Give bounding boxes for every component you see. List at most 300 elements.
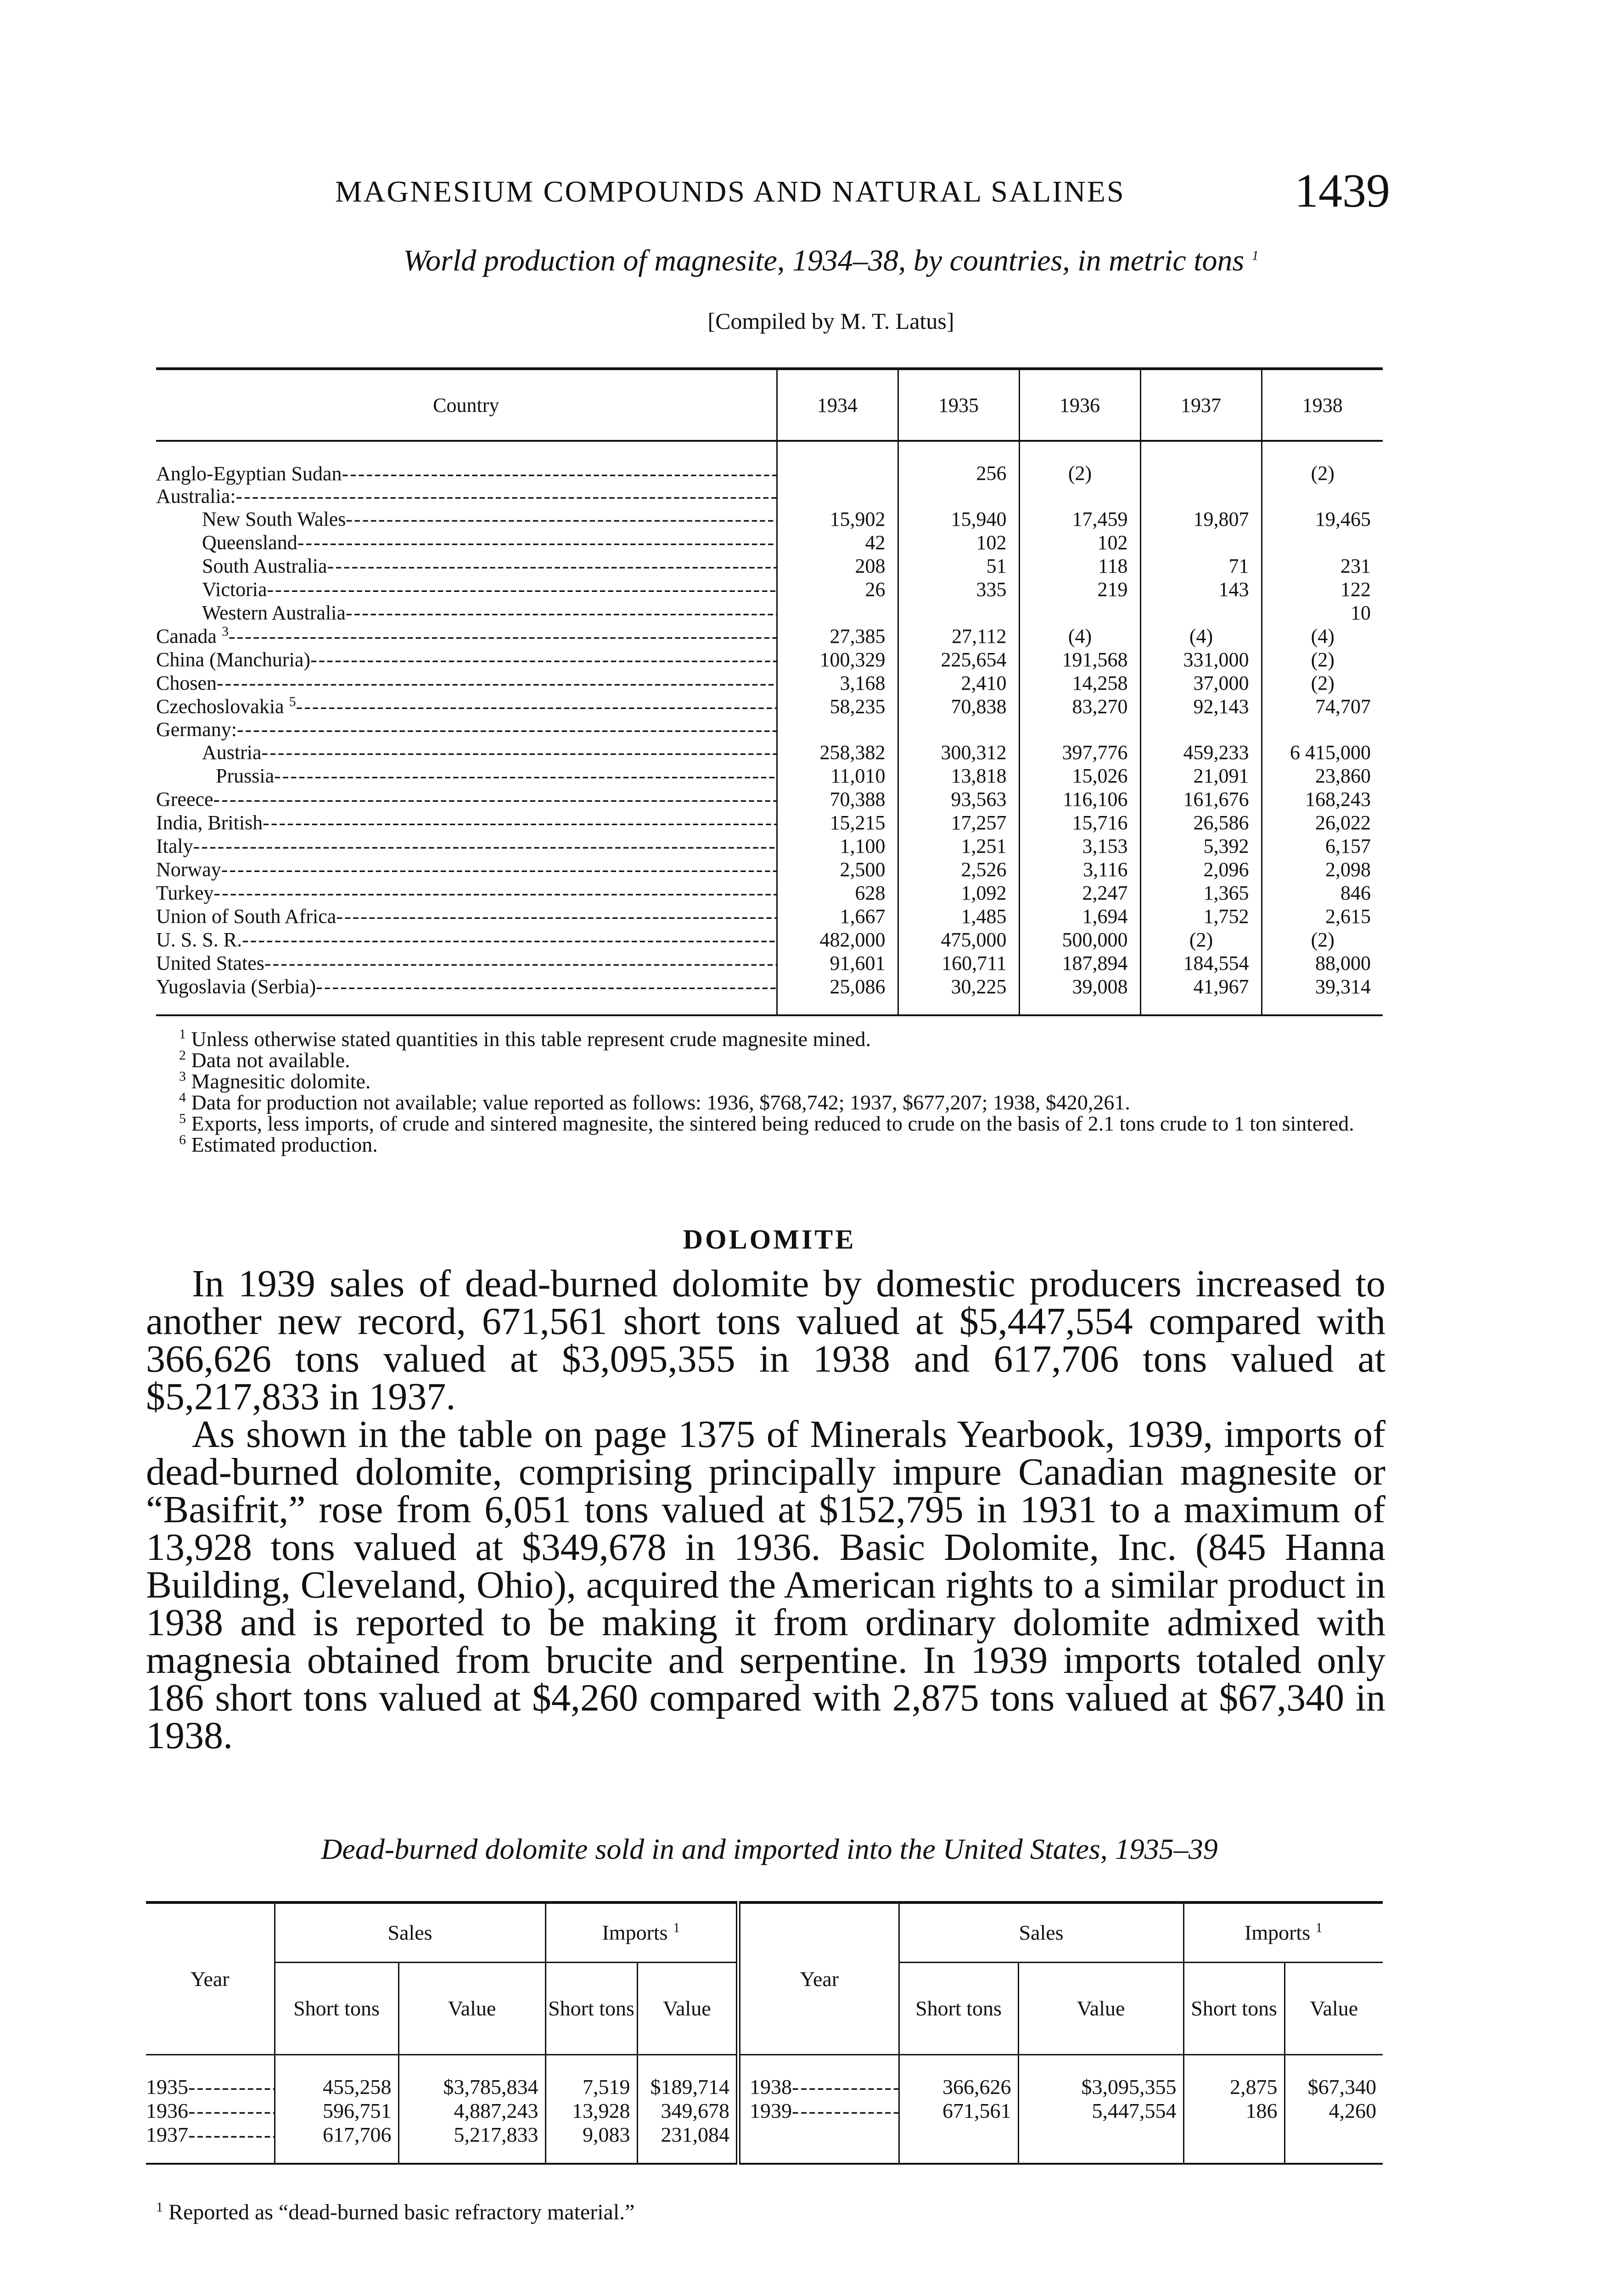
country-cell xyxy=(156,718,777,741)
value-cell: 143 xyxy=(1140,578,1262,601)
country-label: Canada xyxy=(156,625,217,647)
value-cell: 225,654 xyxy=(898,648,1019,671)
country-name xyxy=(156,695,776,718)
value-cell: (4) xyxy=(1019,625,1140,648)
value-cell: 219 xyxy=(1019,578,1140,601)
sales-header: Sales xyxy=(275,1902,545,1963)
country-name xyxy=(156,485,776,507)
body-text xyxy=(146,1262,1385,1757)
country-label: New South Wales xyxy=(202,508,346,530)
table1-header-row xyxy=(156,369,1383,441)
value-cell: 1,100 xyxy=(777,834,898,858)
value-cell: 15,716 xyxy=(1019,811,1140,834)
country-cell xyxy=(156,554,777,578)
country-label: South Australia xyxy=(202,555,327,577)
value-cell: 6 415,000 xyxy=(1262,741,1383,764)
value-cell: 628 xyxy=(777,881,898,905)
short-tons-header: Short tons xyxy=(899,1963,1018,2055)
country-name xyxy=(156,811,776,834)
imports-header-right-note: 1 xyxy=(1315,1920,1323,1936)
value-cell: 459,233 xyxy=(1140,741,1262,764)
table-row xyxy=(156,441,1383,485)
value-cell xyxy=(777,485,898,507)
value-cell: 160,711 xyxy=(898,951,1019,975)
value-cell: (2) xyxy=(1262,648,1383,671)
table-row xyxy=(156,788,1383,811)
value-cell: 21,091 xyxy=(1140,764,1262,788)
year-cell: 1936 ----- xyxy=(146,2099,275,2123)
table-row xyxy=(156,741,1383,764)
value-cell: 161,676 xyxy=(1140,788,1262,811)
table-row xyxy=(156,858,1383,881)
country-cell xyxy=(156,625,777,648)
paragraph-1: In 1939 sales of dead-burned dolomite by domestic producers increased to another new record, 671,561 short tons valued at $5,447,554 compared with 366,626 tons valued at $3,095,355 in 1938 and 617,706 tons valued at $5,217,833 in 1937. xyxy=(146,1262,1385,1418)
country-name xyxy=(156,508,776,530)
short-tons-header: Short tons xyxy=(545,1963,637,2055)
value-cell: $3,785,834 xyxy=(398,2055,545,2099)
value-cell: 1,752 xyxy=(1140,905,1262,928)
value-cell: 58,235 xyxy=(777,695,898,718)
value-cell: 9,083 xyxy=(545,2123,637,2164)
value-cell: 397,776 xyxy=(1019,741,1140,764)
value-cell: 15,026 xyxy=(1019,764,1140,788)
value-cell: 256 xyxy=(898,441,1019,485)
value-cell: 1,251 xyxy=(898,834,1019,858)
year-header: 1935 xyxy=(898,369,1019,441)
value-cell: (4) xyxy=(1140,625,1262,648)
table-row xyxy=(156,531,1383,554)
value-cell xyxy=(1019,485,1140,507)
country-cell xyxy=(156,858,777,881)
value-cell: 187,894 xyxy=(1019,951,1140,975)
imports-header-note: 1 xyxy=(673,1920,680,1936)
table-row xyxy=(156,695,1383,718)
year-header: 1937 xyxy=(1140,369,1262,441)
table-row xyxy=(146,2123,1383,2164)
value-cell: 25,086 xyxy=(777,975,898,1015)
table-row xyxy=(156,928,1383,951)
value-cell: 26 xyxy=(777,578,898,601)
footnote xyxy=(156,1026,1383,1051)
value-cell: (4) xyxy=(1262,625,1383,648)
country-cell xyxy=(156,531,777,554)
value-cell: 1,694 xyxy=(1019,905,1140,928)
value-cell: 102 xyxy=(1019,531,1140,554)
country-cell xyxy=(156,485,777,507)
value-cell xyxy=(898,601,1019,625)
footnote-ref: 3 xyxy=(221,625,229,639)
footnote-number: 2 xyxy=(179,1047,186,1063)
table2-footnote xyxy=(156,2200,634,2225)
table-row xyxy=(156,975,1383,1015)
value-cell xyxy=(1140,531,1262,554)
imports-header-right xyxy=(1183,1902,1383,1963)
value-cell: 27,112 xyxy=(898,625,1019,648)
table2-title: Dead-burned dolomite sold in and imported into the United States, 1935–39 xyxy=(321,1833,1218,1865)
value-header: Value xyxy=(1284,1963,1383,2055)
value-cell: 231 xyxy=(1262,554,1383,578)
country-label: Norway xyxy=(156,858,221,881)
value-cell: 2,096 xyxy=(1140,858,1262,881)
value-cell: 26,022 xyxy=(1262,811,1383,834)
country-cell xyxy=(156,881,777,905)
country-name xyxy=(156,555,776,577)
value-cell: 5,447,554 xyxy=(1018,2099,1183,2123)
value-cell: 19,465 xyxy=(1262,507,1383,531)
value-header: Value xyxy=(637,1963,738,2055)
footnote-ref: 5 xyxy=(289,695,296,709)
year-header: 1934 xyxy=(777,369,898,441)
value-cell xyxy=(898,485,1019,507)
country-name xyxy=(156,765,776,787)
country-label: United States xyxy=(156,952,264,974)
value-cell: 2,410 xyxy=(898,671,1019,695)
country-label: Yugoslavia (Serbia) xyxy=(156,975,316,998)
value-cell: 11,010 xyxy=(777,764,898,788)
value-cell: 617,706 xyxy=(275,2123,398,2164)
value-cell: 19,807 xyxy=(1140,507,1262,531)
value-cell: 17,459 xyxy=(1019,507,1140,531)
table-row xyxy=(156,905,1383,928)
country-cell xyxy=(156,741,777,764)
imports-header xyxy=(545,1902,738,1963)
value-cell: 1,667 xyxy=(777,905,898,928)
country-cell xyxy=(156,811,777,834)
value-cell: 1,365 xyxy=(1140,881,1262,905)
value-cell: 4,887,243 xyxy=(398,2099,545,2123)
table-row xyxy=(156,764,1383,788)
value-cell: 208 xyxy=(777,554,898,578)
running-head: MAGNESIUM COMPOUNDS AND NATURAL SALINES xyxy=(335,175,1125,208)
value-cell: 482,000 xyxy=(777,928,898,951)
value-cell: (2) xyxy=(1019,441,1140,485)
country-label: Turkey xyxy=(156,882,214,904)
year-header-right: Year xyxy=(738,1902,899,2055)
section-title: DOLOMITE xyxy=(683,1224,856,1255)
value-cell: 2,875 xyxy=(1183,2055,1284,2099)
footnote-number: 3 xyxy=(179,1069,186,1084)
country-name xyxy=(156,858,776,881)
table1-subtitle: [Compiled by M. T. Latus] xyxy=(707,308,954,334)
value-cell: 118 xyxy=(1019,554,1140,578)
paragraph-2: As shown in the table on page 1375 of Minerals Yearbook, 1939, imports of dead-burned dolomite, comprising principally impure Canadian magnesite or “Basifrit,” rose from 6,051 tons valued at $152,795 in 1931 to a maximum of 13,928 tons valued at $349,678 in 1936. Basic Dolomite, Inc. (845 Hanna Building, Cleveland, Ohio), acquired the American rights to a similar product in 1938 and is reported to be making it from ordinary dolomite admixed with magnesia obtained from brucite and serpentine. In 1939 imports totaled only 186 short tons valued at $4,260 compared with 2,875 tons valued at $67,340 in 1938. xyxy=(146,1413,1385,1757)
value-cell: 3,153 xyxy=(1019,834,1140,858)
country-name xyxy=(156,882,776,904)
country-label: Austria xyxy=(202,741,262,764)
country-label: Union of South Africa xyxy=(156,905,336,928)
value-cell: 14,258 xyxy=(1019,671,1140,695)
country-cell xyxy=(156,601,777,625)
year-cell: 1939 ----- xyxy=(738,2099,899,2123)
value-cell xyxy=(1019,718,1140,741)
value-cell: 3,168 xyxy=(777,671,898,695)
empty-cell xyxy=(738,2123,899,2164)
country-cell xyxy=(156,928,777,951)
value-cell: 4,260 xyxy=(1284,2099,1383,2123)
footnote-text: Estimated production. xyxy=(191,1133,378,1156)
page-number: 1439 xyxy=(1295,164,1390,217)
table-row xyxy=(156,507,1383,531)
value-cell: 1,485 xyxy=(898,905,1019,928)
value-cell: 70,388 xyxy=(777,788,898,811)
footnote-text: Unless otherwise stated quantities in this table represent crude magnesite mined. xyxy=(191,1027,871,1051)
value-cell: 23,860 xyxy=(1262,764,1383,788)
country-cell xyxy=(156,648,777,671)
value-cell: 475,000 xyxy=(898,928,1019,951)
value-cell: 26,586 xyxy=(1140,811,1262,834)
value-cell xyxy=(777,718,898,741)
value-cell: 15,940 xyxy=(898,507,1019,531)
value-cell: 500,000 xyxy=(1019,928,1140,951)
value-cell: $189,714 xyxy=(637,2055,738,2099)
country-label: China (Manchuria) xyxy=(156,648,310,671)
value-cell: 5,392 xyxy=(1140,834,1262,858)
country-cell xyxy=(156,695,777,718)
country-label: Italy xyxy=(156,835,193,857)
value-cell xyxy=(1140,601,1262,625)
country-cell xyxy=(156,975,777,1015)
country-cell xyxy=(156,441,777,485)
imports-header-text: Imports xyxy=(602,1921,668,1944)
footnote xyxy=(156,1134,1383,1155)
country-cell xyxy=(156,671,777,695)
value-cell: $67,340 xyxy=(1284,2055,1383,2099)
value-cell xyxy=(898,718,1019,741)
imports-header-right-text: Imports xyxy=(1245,1921,1311,1944)
value-cell: 335 xyxy=(898,578,1019,601)
table-row xyxy=(146,2099,1383,2123)
country-label: Western Australia xyxy=(202,602,346,624)
country-name xyxy=(156,648,776,671)
value-cell: 366,626 xyxy=(899,2055,1018,2099)
table-row xyxy=(156,951,1383,975)
country-label: Queensland xyxy=(202,531,297,554)
empty-cell xyxy=(1018,2123,1183,2164)
value-header: Value xyxy=(1018,1963,1183,2055)
value-cell: $3,095,355 xyxy=(1018,2055,1183,2099)
footnote xyxy=(156,1092,1383,1113)
value-cell: 596,751 xyxy=(275,2099,398,2123)
value-cell: 7,519 xyxy=(545,2055,637,2099)
table-row xyxy=(156,671,1383,695)
value-cell: 39,008 xyxy=(1019,975,1140,1015)
table-row xyxy=(146,2055,1383,2099)
value-cell: 41,967 xyxy=(1140,975,1262,1015)
value-cell: (2) xyxy=(1140,928,1262,951)
country-label: U. S. S. R. xyxy=(156,929,242,951)
table-row xyxy=(156,718,1383,741)
value-cell: 100,329 xyxy=(777,648,898,671)
sales-header-right: Sales xyxy=(899,1902,1183,1963)
value-cell: (2) xyxy=(1262,441,1383,485)
country-cell xyxy=(156,788,777,811)
value-cell: 37,000 xyxy=(1140,671,1262,695)
footnote-number: 1 xyxy=(156,2200,163,2215)
value-cell: 168,243 xyxy=(1262,788,1383,811)
country-cell xyxy=(156,507,777,531)
value-cell: 10 xyxy=(1262,601,1383,625)
value-cell: 71 xyxy=(1140,554,1262,578)
empty-cell xyxy=(1284,2123,1383,2164)
value-cell xyxy=(777,441,898,485)
table-row xyxy=(156,601,1383,625)
country-name xyxy=(156,578,776,601)
footnote-number: 1 xyxy=(179,1026,186,1042)
table1-title-note: 1 xyxy=(1251,248,1259,263)
short-tons-header: Short tons xyxy=(275,1963,398,2055)
year-header: 1938 xyxy=(1262,369,1383,441)
value-cell: 2,098 xyxy=(1262,858,1383,881)
country-name xyxy=(156,462,776,485)
table1-title-text: World production of magnesite, 1934–38, by countries, in metric tons xyxy=(403,244,1245,277)
value-cell: 2,615 xyxy=(1262,905,1383,928)
value-cell: 2,526 xyxy=(898,858,1019,881)
value-cell: 15,215 xyxy=(777,811,898,834)
value-cell xyxy=(1140,485,1262,507)
value-cell: 5,217,833 xyxy=(398,2123,545,2164)
value-cell: 74,707 xyxy=(1262,695,1383,718)
magnesite-production-table xyxy=(156,367,1383,1016)
year-cell: 1935 ----- xyxy=(146,2055,275,2099)
empty-cell xyxy=(1183,2123,1284,2164)
value-cell: 6,157 xyxy=(1262,834,1383,858)
table-row xyxy=(156,811,1383,834)
country-name xyxy=(156,788,776,810)
value-cell: 331,000 xyxy=(1140,648,1262,671)
value-cell xyxy=(1140,718,1262,741)
footnote-number: 4 xyxy=(179,1090,186,1105)
country-label: Anglo-Egyptian Sudan xyxy=(156,462,342,485)
empty-cell xyxy=(899,2123,1018,2164)
value-cell: 13,818 xyxy=(898,764,1019,788)
short-tons-header: Short tons xyxy=(1183,1963,1284,2055)
country-label: Australia: xyxy=(156,485,236,507)
table-row xyxy=(156,485,1383,507)
value-cell: 122 xyxy=(1262,578,1383,601)
value-cell: 93,563 xyxy=(898,788,1019,811)
value-cell: (2) xyxy=(1262,671,1383,695)
footnote-number: 6 xyxy=(179,1132,186,1148)
value-cell: 455,258 xyxy=(275,2055,398,2099)
value-cell: 349,678 xyxy=(637,2099,738,2123)
value-cell: 92,143 xyxy=(1140,695,1262,718)
value-cell: 91,601 xyxy=(777,951,898,975)
value-cell: 3,116 xyxy=(1019,858,1140,881)
footnote xyxy=(156,1071,1383,1092)
country-name xyxy=(156,835,776,857)
value-cell: 83,270 xyxy=(1019,695,1140,718)
table-row xyxy=(156,648,1383,671)
value-cell: 27,385 xyxy=(777,625,898,648)
value-cell: 39,314 xyxy=(1262,975,1383,1015)
value-cell: (2) xyxy=(1262,928,1383,951)
dolomite-table xyxy=(146,1901,1383,2165)
value-cell xyxy=(1262,485,1383,507)
country-cell xyxy=(156,951,777,975)
year-header: 1936 xyxy=(1019,369,1140,441)
value-cell: 70,838 xyxy=(898,695,1019,718)
value-cell xyxy=(1140,441,1262,485)
country-name xyxy=(156,672,776,694)
value-cell: 2,247 xyxy=(1019,881,1140,905)
value-cell: 30,225 xyxy=(898,975,1019,1015)
year-cell: 1937 ----- xyxy=(146,2123,275,2164)
value-header: Value xyxy=(398,1963,545,2055)
footnote xyxy=(156,1113,1383,1134)
value-cell xyxy=(1262,718,1383,741)
value-cell: 102 xyxy=(898,531,1019,554)
value-cell: 231,084 xyxy=(637,2123,738,2164)
value-cell: 2,500 xyxy=(777,858,898,881)
year-cell: 1938 ----- xyxy=(738,2055,899,2099)
country-label: Chosen xyxy=(156,672,217,694)
value-cell: 191,568 xyxy=(1019,648,1140,671)
table1-footnotes xyxy=(156,1026,1383,1156)
country-cell xyxy=(156,764,777,788)
value-cell xyxy=(1019,601,1140,625)
value-cell: 116,106 xyxy=(1019,788,1140,811)
country-label: Prussia xyxy=(216,765,275,787)
country-label: Victoria xyxy=(202,578,267,601)
country-name xyxy=(156,718,776,741)
country-label: Germany: xyxy=(156,718,237,741)
country-name xyxy=(156,531,776,554)
table-row xyxy=(156,578,1383,601)
value-cell: 1,092 xyxy=(898,881,1019,905)
country-cell xyxy=(156,905,777,928)
value-cell: 42 xyxy=(777,531,898,554)
footnote xyxy=(156,1047,1383,1072)
country-label: Czechoslovakia xyxy=(156,695,284,718)
table1-title xyxy=(271,243,1391,278)
value-cell: 258,382 xyxy=(777,741,898,764)
footnote-text: Magnesitic dolomite. xyxy=(191,1069,371,1093)
country-header: Country xyxy=(156,369,777,441)
country-name xyxy=(156,929,776,951)
value-cell: 88,000 xyxy=(1262,951,1383,975)
footnote-text: Data not available. xyxy=(191,1048,350,1072)
footnote-number: 5 xyxy=(179,1111,186,1126)
country-cell xyxy=(156,578,777,601)
value-cell: 17,257 xyxy=(898,811,1019,834)
value-cell xyxy=(777,601,898,625)
table2-header-row-1 xyxy=(146,1902,1383,1963)
value-cell: 184,554 xyxy=(1140,951,1262,975)
country-label: Greece xyxy=(156,788,213,810)
value-cell: 13,928 xyxy=(545,2099,637,2123)
value-cell xyxy=(1262,531,1383,554)
value-cell: 186 xyxy=(1183,2099,1284,2123)
table-row xyxy=(156,834,1383,858)
table-row xyxy=(156,554,1383,578)
value-cell: 671,561 xyxy=(899,2099,1018,2123)
value-cell: 15,902 xyxy=(777,507,898,531)
footnote-text: Exports, less imports, of crude and sintered magnesite, the sintered being reduced to crude on the basis of 2.1 tons crude to 1 ton sintered. xyxy=(191,1112,1354,1135)
value-cell: 51 xyxy=(898,554,1019,578)
country-name xyxy=(156,905,776,928)
country-label: India, British xyxy=(156,811,263,834)
footnote-text: Reported as “dead-burned basic refractory material.” xyxy=(168,2200,635,2224)
year-header: Year xyxy=(146,1902,275,2055)
country-name xyxy=(156,625,776,647)
value-cell: 846 xyxy=(1262,881,1383,905)
country-cell xyxy=(156,834,777,858)
value-cell: 300,312 xyxy=(898,741,1019,764)
country-name xyxy=(156,741,776,764)
country-name xyxy=(156,952,776,974)
country-name xyxy=(156,975,776,998)
table-row xyxy=(156,625,1383,648)
